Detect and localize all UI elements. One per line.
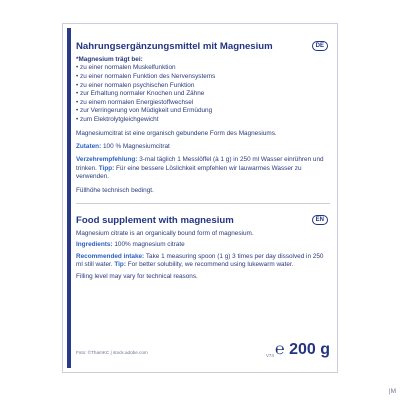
corner-mark: |M	[388, 388, 396, 395]
de-benefit-item: • zu einem normalen Energiestoffwechsel	[76, 98, 194, 106]
en-title-text: Food supplement with magnesium	[76, 215, 234, 226]
de-benefit-list	[76, 64, 330, 124]
en-form-text: Magnesium citrate is an organically bound form of magnesium.	[76, 230, 254, 237]
de-intro: *Magnesium trägt bei:	[76, 56, 143, 63]
de-benefit-item: • zu einer normalen psychischen Funktion	[76, 81, 195, 89]
en-language-badge: EN	[312, 215, 328, 225]
de-dosage	[76, 156, 330, 181]
de-language-badge: DE	[312, 41, 328, 51]
net-weight: ℮ 200 g	[275, 341, 330, 358]
de-tip-text: Für eine bessere Löslichkeit empfehlen wir lauwarmes Wasser zu verwenden.	[76, 164, 302, 181]
accent-bar	[67, 28, 71, 368]
en-tip-label: Tip:	[114, 261, 126, 269]
de-benefit-item: • zum Elektrolytgleichgewicht	[76, 115, 159, 123]
de-dosage-text: 3-mal täglich 1 Messlöffel (à 1 g) in 250 ml Wasser einrühren und trinken.	[76, 156, 324, 172]
en-ingredients-label: Ingredients:	[76, 241, 113, 249]
de-benefit-item: • zur Verringerung von Müdigkeit und Ermüdung	[76, 107, 213, 115]
de-ingredients-label: Zutaten:	[76, 142, 102, 150]
en-intake-text: Take 1 measuring spoon (1 g) 3 times per day dissolved in 250 ml still water.	[76, 252, 324, 269]
label-footer	[76, 341, 330, 362]
de-ingredients	[76, 143, 330, 151]
en-title	[76, 214, 330, 227]
en-fill-text: Filling level may vary for technical reasons.	[76, 272, 198, 280]
label-content	[76, 36, 330, 281]
de-title	[76, 40, 330, 53]
en-ingredients	[76, 241, 330, 249]
version-mark: V74	[265, 353, 274, 358]
photo-credit: Foto: ©ThamKC | stock.adobe.com	[76, 350, 148, 355]
section-divider	[76, 203, 330, 204]
de-form-text: Magnesiumcitrat ist eine organisch gebundene Form des Magnesiums.	[76, 129, 277, 137]
de-benefit-item: • zur Erhaltung normaler Knochen und Zähne	[76, 90, 205, 98]
en-intake	[76, 253, 330, 270]
de-benefit-item: • zu einer normalen Funktion des Nervensystems	[76, 73, 216, 80]
en-tip-text: For better solubility, we recommend using lukewarm water.	[127, 261, 294, 269]
de-tip-label: Tipp:	[98, 164, 115, 172]
de-benefit-item: • zu einer normalen Muskelfunktion	[76, 64, 176, 72]
en-ingredients-text: 100% magnesium citrate	[114, 241, 185, 249]
de-fill-text: Füllhöhe technisch bedingt.	[76, 186, 154, 194]
en-intake-label: Recommended intake:	[76, 252, 145, 260]
de-ingredients-text: 100 % Magnesiumcitrat	[103, 142, 170, 150]
de-dosage-label: Verzehrempfehlung:	[76, 156, 138, 164]
de-title-text: Nahrungsergänzungsmittel mit Magnesium	[76, 41, 273, 52]
